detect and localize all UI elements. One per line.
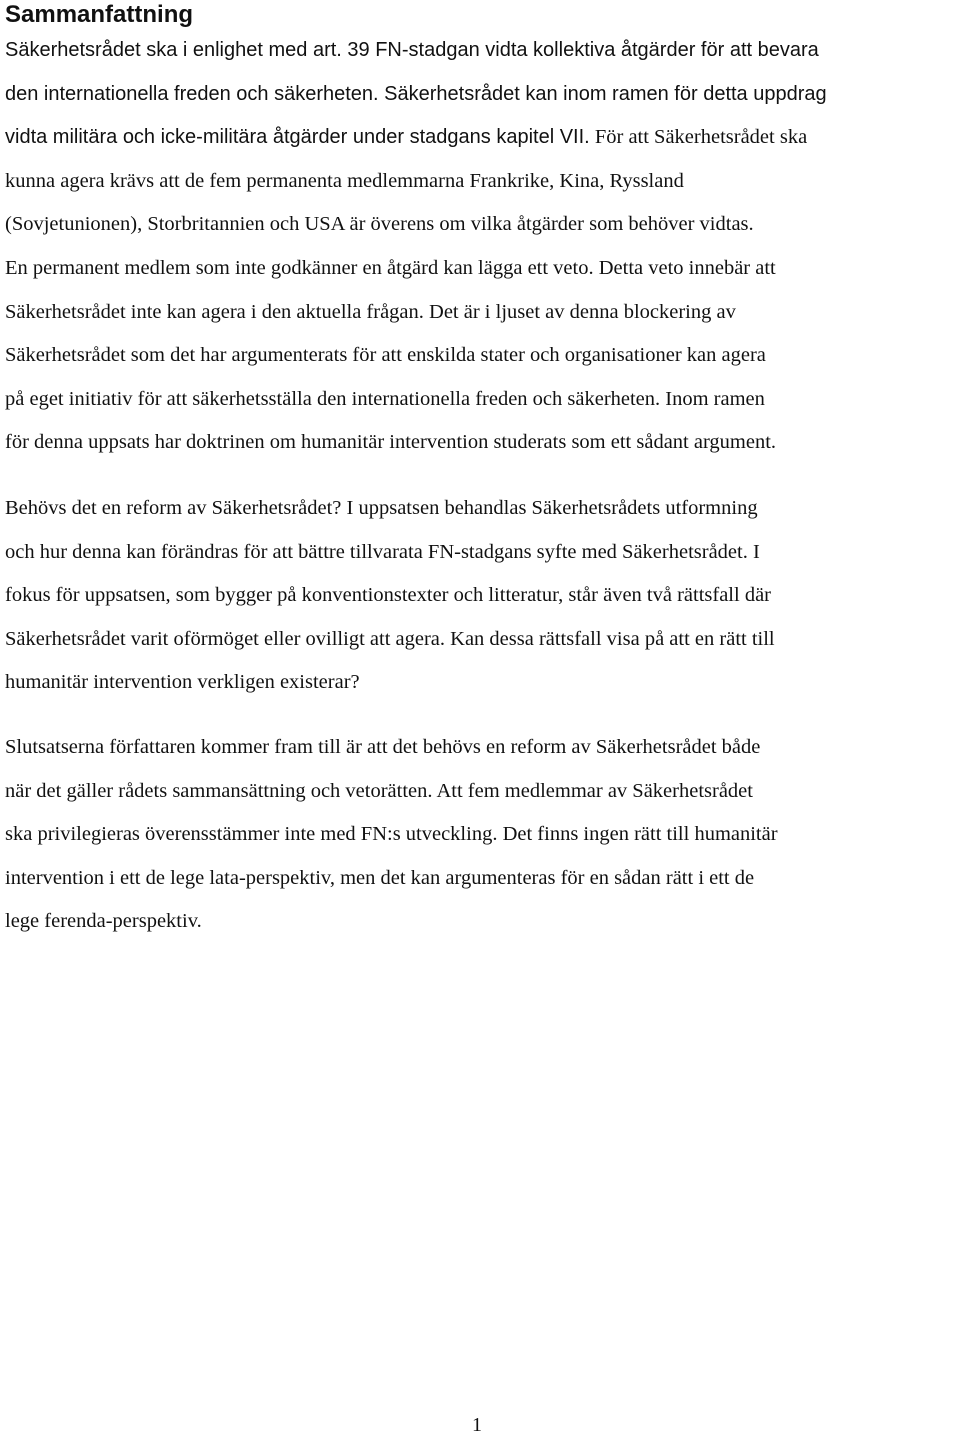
text-line: fokus för uppsatsen, som bygger på konventionstexter och litteratur, står även två rättsfall där: [5, 584, 771, 607]
text-line: (Sovjetunionen), Storbritannien och USA är överens om vilka åtgärder som behöver vidtas.: [5, 213, 754, 236]
text-line: och hur denna kan förändras för att bättre tillvarata FN-stadgans syfte med Säkerhetsrådet. I: [5, 540, 760, 563]
paragraph-summary-1: [5, 29, 957, 465]
text-line: Säkerhetsrådet inte kan agera i den aktuella frågan. Det är i ljuset av denna blockering av: [5, 300, 736, 323]
text-line-part: vidta militära och icke-militära åtgärder under stadgans kapitel VII.: [5, 126, 590, 149]
text-line: Säkerhetsrådet ska i enlighet med art. 39 FN-stadgan vidta kollektiva åtgärder för att bevara: [5, 39, 819, 61]
text-line: den internationella freden och säkerheten. Säkerhetsrådet kan inom ramen för detta uppdrag: [5, 82, 827, 105]
page-number: 1: [472, 1414, 482, 1436]
text-line: Behövs det en reform av Säkerhetsrådet? I uppsatsen behandlas Säkerhetsrådets utformning: [5, 497, 758, 519]
text-line: ska privilegieras överensstämmer inte med FN:s utveckling. Det finns ingen rätt till humanitär: [5, 823, 778, 846]
text-line: En permanent medlem som inte godkänner en åtgärd kan lägga ett veto. Detta veto innebär att: [5, 256, 776, 279]
text-line: Säkerhetsrådet som det har argumenterats för att enskilda stater och organisationer kan agera: [5, 344, 766, 367]
text-line: för denna uppsats har doktrinen om humanitär intervention studerats som ett sådant argument.: [5, 431, 777, 454]
text-line: intervention i ett de lege lata-perspektiv, men det kan argumenteras för en sådan rätt i ett de: [5, 866, 755, 889]
text-line: kunna agera krävs att de fem permanenta medlemmarna Frankrike, Kina, Ryssland: [5, 169, 684, 192]
paragraph-summary-2: [5, 487, 957, 705]
text-line: lege ferenda-perspektiv.: [5, 910, 202, 933]
text-line: Säkerhetsrådet varit oförmöget eller ovilligt att agera. Kan dessa rättsfall visa på att en rätt till: [5, 627, 775, 650]
text-line: Slutsatserna författaren kommer fram till är att det behövs en reform av Säkerhetsrådet både: [5, 736, 761, 758]
text-line: när det gäller rådets sammansättning och vetorätten. Att fem medlemmar av Säkerhetsrådet: [5, 779, 753, 802]
paragraph-summary-3: [5, 726, 957, 944]
text-line: humanitär intervention verkligen existerar?: [5, 671, 360, 694]
text-line: på eget initiativ för att säkerhetsställa den internationella freden och säkerheten. Inom ramen: [5, 387, 765, 410]
section-heading: Sammanfattning: [5, 1, 194, 28]
text-line: [5, 116, 957, 160]
text-line-part: För att Säkerhetsrådet ska: [589, 126, 808, 149]
